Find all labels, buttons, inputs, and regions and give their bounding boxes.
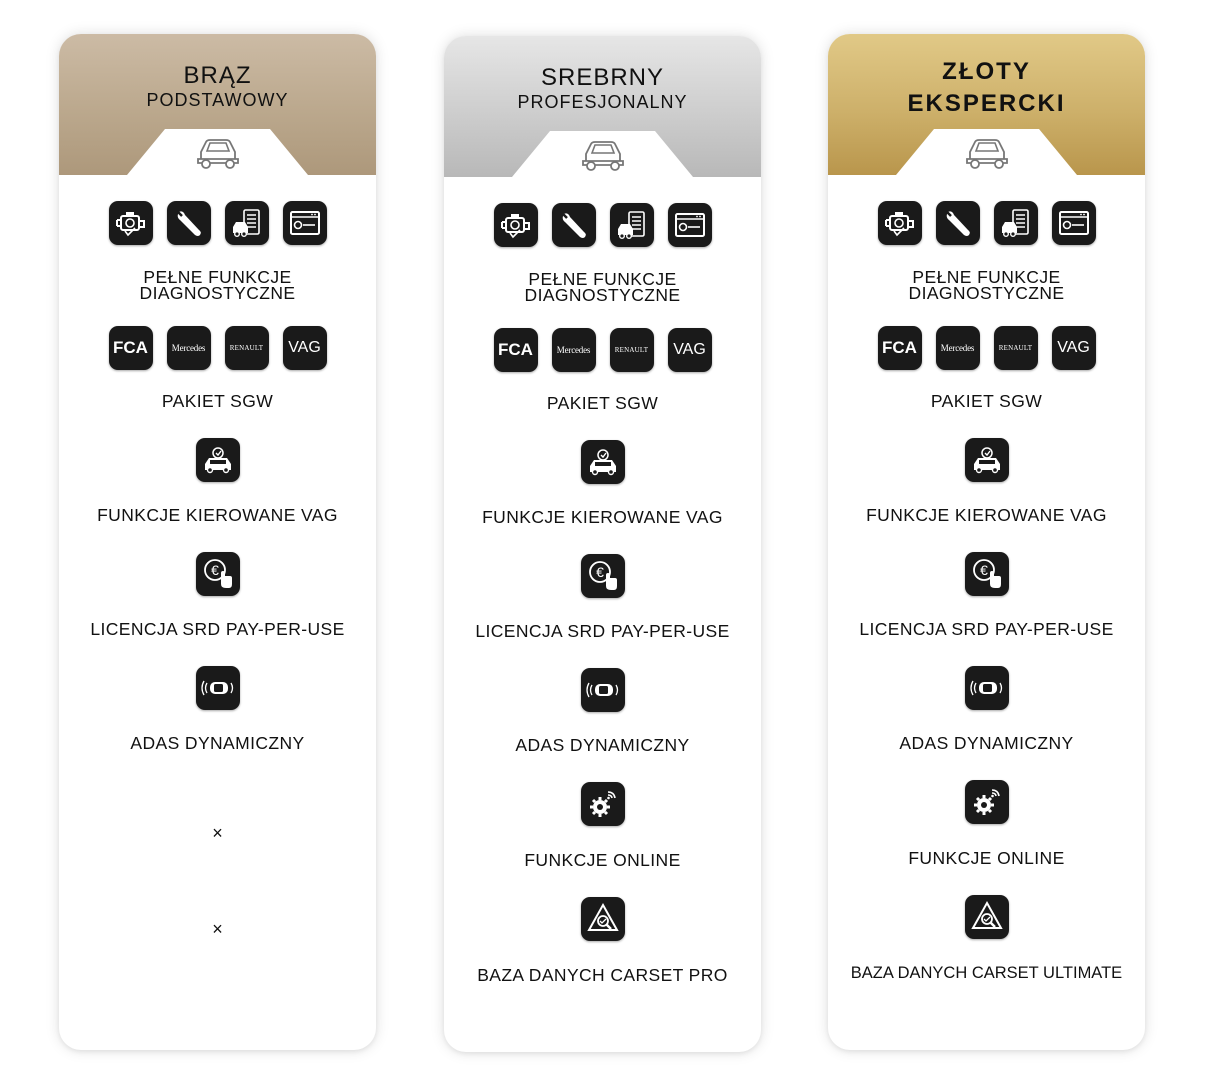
- sgw-brand-row: [828, 326, 1145, 370]
- sgw-brand-row: [444, 328, 761, 372]
- feature-adas-label: ADAS DYNAMICZNY: [515, 735, 690, 755]
- feature-online-label: FUNKCJE ONLINE: [524, 850, 681, 870]
- checklist-car-icon: [610, 203, 654, 247]
- feature-database-label: BAZA DANYCH CARSET ULTIMATE: [850, 964, 1123, 982]
- screen-icon: [1052, 201, 1096, 245]
- svg-text:€: €: [595, 564, 604, 580]
- tier-name: BRĄZ: [183, 62, 252, 89]
- car-service-icon: [196, 438, 240, 482]
- car-service-icon: [965, 438, 1009, 482]
- feature-diagnostics-label: PEŁNE FUNKCJE DIAGNOSTYCZNE: [908, 267, 1065, 303]
- database-search-icon: [965, 895, 1009, 939]
- tier-card-gold: [828, 34, 1145, 1050]
- feature-adas-label: ADAS DYNAMICZNY: [130, 733, 305, 753]
- svg-text:€: €: [210, 562, 219, 578]
- wrench-icon: [552, 203, 596, 247]
- feature-vag_guided-label: FUNKCJE KIEROWANE VAG: [482, 507, 723, 527]
- tier-subtitle: EKSPERCKI: [907, 90, 1066, 117]
- car-outline-icon: [964, 137, 1010, 171]
- euro-touch-icon: [965, 552, 1009, 596]
- gear-wifi-icon: [581, 782, 625, 826]
- tier-name: SREBRNY: [540, 64, 665, 91]
- brand-vag-icon: VAG: [283, 326, 327, 370]
- car-outline-icon: [580, 139, 626, 173]
- brand-vag-icon: VAG: [1052, 326, 1096, 370]
- car-radar-icon: [196, 666, 240, 710]
- brand-renault-icon: RENAULT: [225, 326, 269, 370]
- feature-sgw-label: PAKIET SGW: [930, 391, 1043, 411]
- feature-database-unavailable: ×: [212, 919, 223, 939]
- sgw-brand-row: [59, 326, 376, 370]
- tier-card-bronze: [59, 34, 376, 1050]
- feature-database-label: BAZA DANYCH CARSET PRO: [477, 965, 728, 985]
- feature-vag_guided-label: FUNKCJE KIEROWANE VAG: [866, 505, 1107, 525]
- feature-sgw-label: PAKIET SGW: [546, 393, 659, 413]
- tier-header: [828, 34, 1145, 175]
- feature-diagnostics-label: PEŁNE FUNKCJE DIAGNOSTYCZNE: [524, 269, 681, 305]
- tier-subtitle: PODSTAWOWY: [146, 90, 289, 110]
- brand-fca-icon: FCA: [878, 326, 922, 370]
- checklist-car-icon: [225, 201, 269, 245]
- brand-renault-icon: RENAULT: [994, 326, 1038, 370]
- feature-online-label: FUNKCJE ONLINE: [908, 848, 1065, 868]
- brand-mercedes-icon: Mercedes: [936, 326, 980, 370]
- euro-touch-icon: [581, 554, 625, 598]
- database-search-icon: [581, 897, 625, 941]
- car-outline-icon: [195, 137, 241, 171]
- tier-name: ZŁOTY: [942, 58, 1031, 85]
- car-service-icon: [581, 440, 625, 484]
- euro-touch-icon: [196, 552, 240, 596]
- feature-vag_guided-label: FUNKCJE KIEROWANE VAG: [97, 505, 338, 525]
- car-radar-icon: [581, 668, 625, 712]
- brand-mercedes-icon: Mercedes: [167, 326, 211, 370]
- engine-icon: [494, 203, 538, 247]
- wrench-icon: [167, 201, 211, 245]
- checklist-car-icon: [994, 201, 1038, 245]
- engine-icon: [109, 201, 153, 245]
- svg-text:€: €: [979, 562, 988, 578]
- tier-header: [444, 36, 761, 177]
- screen-icon: [668, 203, 712, 247]
- gear-wifi-icon: [965, 780, 1009, 824]
- diagnostics-icon-row: [59, 201, 376, 245]
- brand-vag-icon: VAG: [668, 328, 712, 372]
- diagnostics-icon-row: [444, 203, 761, 247]
- feature-sgw-label: PAKIET SGW: [161, 391, 274, 411]
- brand-renault-icon: RENAULT: [610, 328, 654, 372]
- feature-diagnostics-label: PEŁNE FUNKCJE DIAGNOSTYCZNE: [139, 267, 296, 303]
- feature-adas-label: ADAS DYNAMICZNY: [899, 733, 1074, 753]
- engine-icon: [878, 201, 922, 245]
- car-radar-icon: [965, 666, 1009, 710]
- brand-fca-icon: FCA: [494, 328, 538, 372]
- tier-card-silver: [444, 36, 761, 1052]
- feature-online-unavailable: ×: [212, 823, 223, 843]
- tier-header: [59, 34, 376, 175]
- screen-icon: [283, 201, 327, 245]
- brand-fca-icon: FCA: [109, 326, 153, 370]
- brand-mercedes-icon: Mercedes: [552, 328, 596, 372]
- feature-srd-label: LICENCJA SRD PAY-PER-USE: [90, 619, 345, 639]
- diagnostics-icon-row: [828, 201, 1145, 245]
- feature-srd-label: LICENCJA SRD PAY-PER-USE: [859, 619, 1114, 639]
- wrench-icon: [936, 201, 980, 245]
- feature-srd-label: LICENCJA SRD PAY-PER-USE: [475, 621, 730, 641]
- tier-subtitle: PROFESJONALNY: [517, 92, 688, 112]
